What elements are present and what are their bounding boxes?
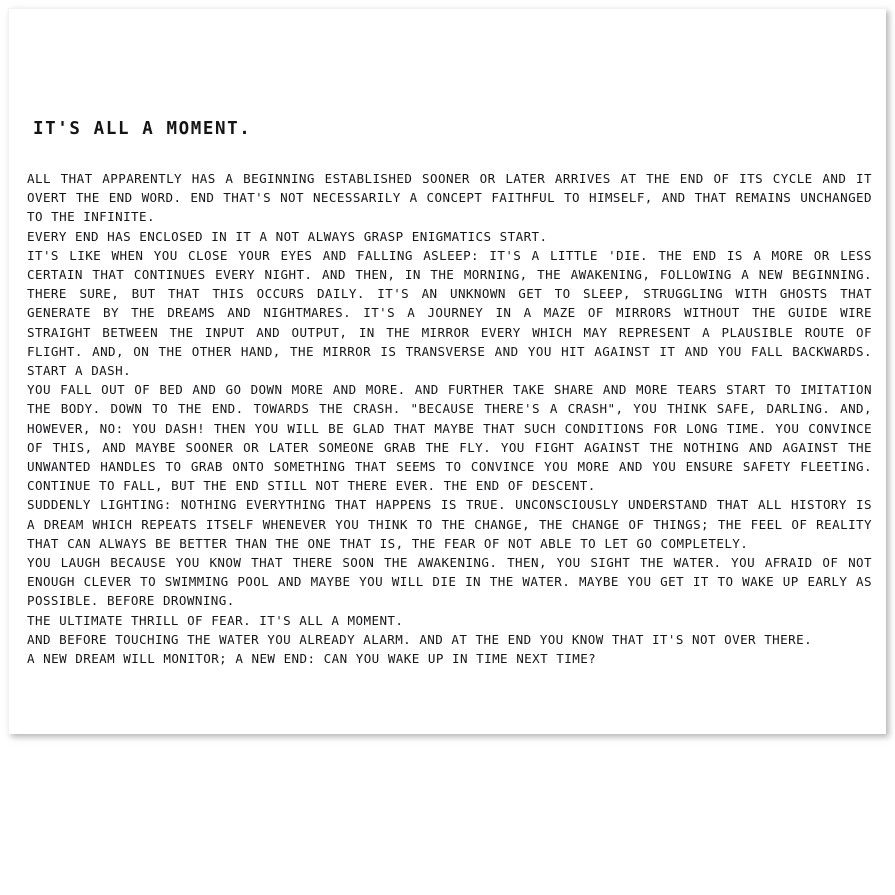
paragraph: AND BEFORE TOUCHING THE WATER YOU ALREADY ALARM. AND AT THE END YOU KNOW THAT IT'S NOT OVER THERE. — [27, 631, 813, 647]
paragraph: EVERY END HAS ENCLOSED IN IT A NOT ALWAYS GRASP ENIGMATICS START. — [27, 228, 548, 244]
document-body — [27, 119, 872, 668]
page-title: IT'S ALL A MOMENT. — [33, 119, 252, 139]
paragraph: YOU LAUGH BECAUSE YOU KNOW THAT THERE SOON THE AWAKENING. THEN, YOU SIGHT THE WATER. YOU AFRAID OF NOT ENOUGH CLEVER TO SWIMMING POOL AND MAYBE YOU WILL DIE IN THE WATER. MAYBE YOU GET IT TO WAKE UP EARLY AS POSSIBLE. BEFORE DROWNING. — [27, 555, 872, 609]
paragraph: IT'S LIKE WHEN YOU CLOSE YOUR EYES AND FALLING ASLEEP: IT'S A LITTLE 'DIE. THE END IS A MORE OR LESS CERTAIN THAT CONTINUES EVERY NIGHT. AND THEN, IN THE MORNING, THE AWAKENING, FOLLOWING A NEW BEGINNING. THERE SURE, BUT THAT THIS OCCURS DAILY. IT'S AN UNKNOWN GET TO SLEEP, STRUGGLING WITH GHOSTS THAT GENERATE BY THE DREAMS AND NIGHTMARES. IT'S A JOURNEY IN A MAZE OF MIRRORS WITHOUT THE GUIDE WIRE STRAIGHT BETWEEN THE INPUT AND OUTPUT, IN THE MIRROR EVERY WHICH MAY REPRESENT A PLAUSIBLE ROUTE OF FLIGHT. AND, ON THE OTHER HAND, THE MIRROR IS TRANSVERSE AND YOU HIT AGAINST IT AND YOU FALL BACKWARDS. START A DASH. — [27, 247, 872, 379]
paragraph: THE ULTIMATE THRILL OF FEAR. IT'S ALL A MOMENT. — [27, 612, 404, 628]
paragraph: ALL THAT APPARENTLY HAS A BEGINNING ESTABLISHED SOONER OR LATER ARRIVES AT THE END OF ITS CYCLE AND IT OVERT THE END WORD. END THAT'S NOT NECESSARILY A CONCEPT FAITHFUL TO HIMSELF, AND THAT REMAINS UNCHANGED TO THE INFINITE. — [27, 171, 872, 225]
document-sheet — [8, 8, 886, 734]
paragraph: YOU FALL OUT OF BED AND GO DOWN MORE AND MORE. AND FURTHER TAKE SHARE AND MORE TEARS START TO IMITATION THE BODY. DOWN TO THE END. TOWARDS THE CRASH. "BECAUSE THERE'S A CRASH", YOU THINK SAFE, DARLING. AND, HOWEVER, NO: YOU DASH! THEN YOU WILL BE GLAD THAT MAYBE THAT SUCH CONDITIONS FOR LONG TIME. YOU CONVINCE OF THIS, AND MAYBE SOONER OR LATER SOMEONE GRAB THE FLY. YOU FIGHT AGAINST THE NOTHING AND AGAINST THE UNWANTED HANDLES TO GRAB ONTO SOMETHING THAT SEEMS TO CONVINCE YOU MORE AND YOU ENSURE SAFETY FLEETING. CONTINUE TO FALL, BUT THE END STILL NOT THERE EVER. THE END OF DESCENT. — [27, 382, 872, 494]
paragraph: A NEW DREAM WILL MONITOR; A NEW END: CAN YOU WAKE UP IN TIME NEXT TIME? — [27, 651, 597, 667]
paragraph: SUDDENLY LIGHTING: NOTHING EVERYTHING THAT HAPPENS IS TRUE. UNCONSCIOUSLY UNDERSTAND THAT ALL HISTORY IS A DREAM WHICH REPEATS ITSELF WHENEVER YOU THINK TO THE CHANGE, THE CHANGE OF THINGS; THE FEEL OF REALITY THAT CAN ALWAYS BE BETTER THAN THE ONE THAT IS, THE FEAR OF NOT ABLE TO LET GO COMPLETELY. — [27, 497, 872, 551]
